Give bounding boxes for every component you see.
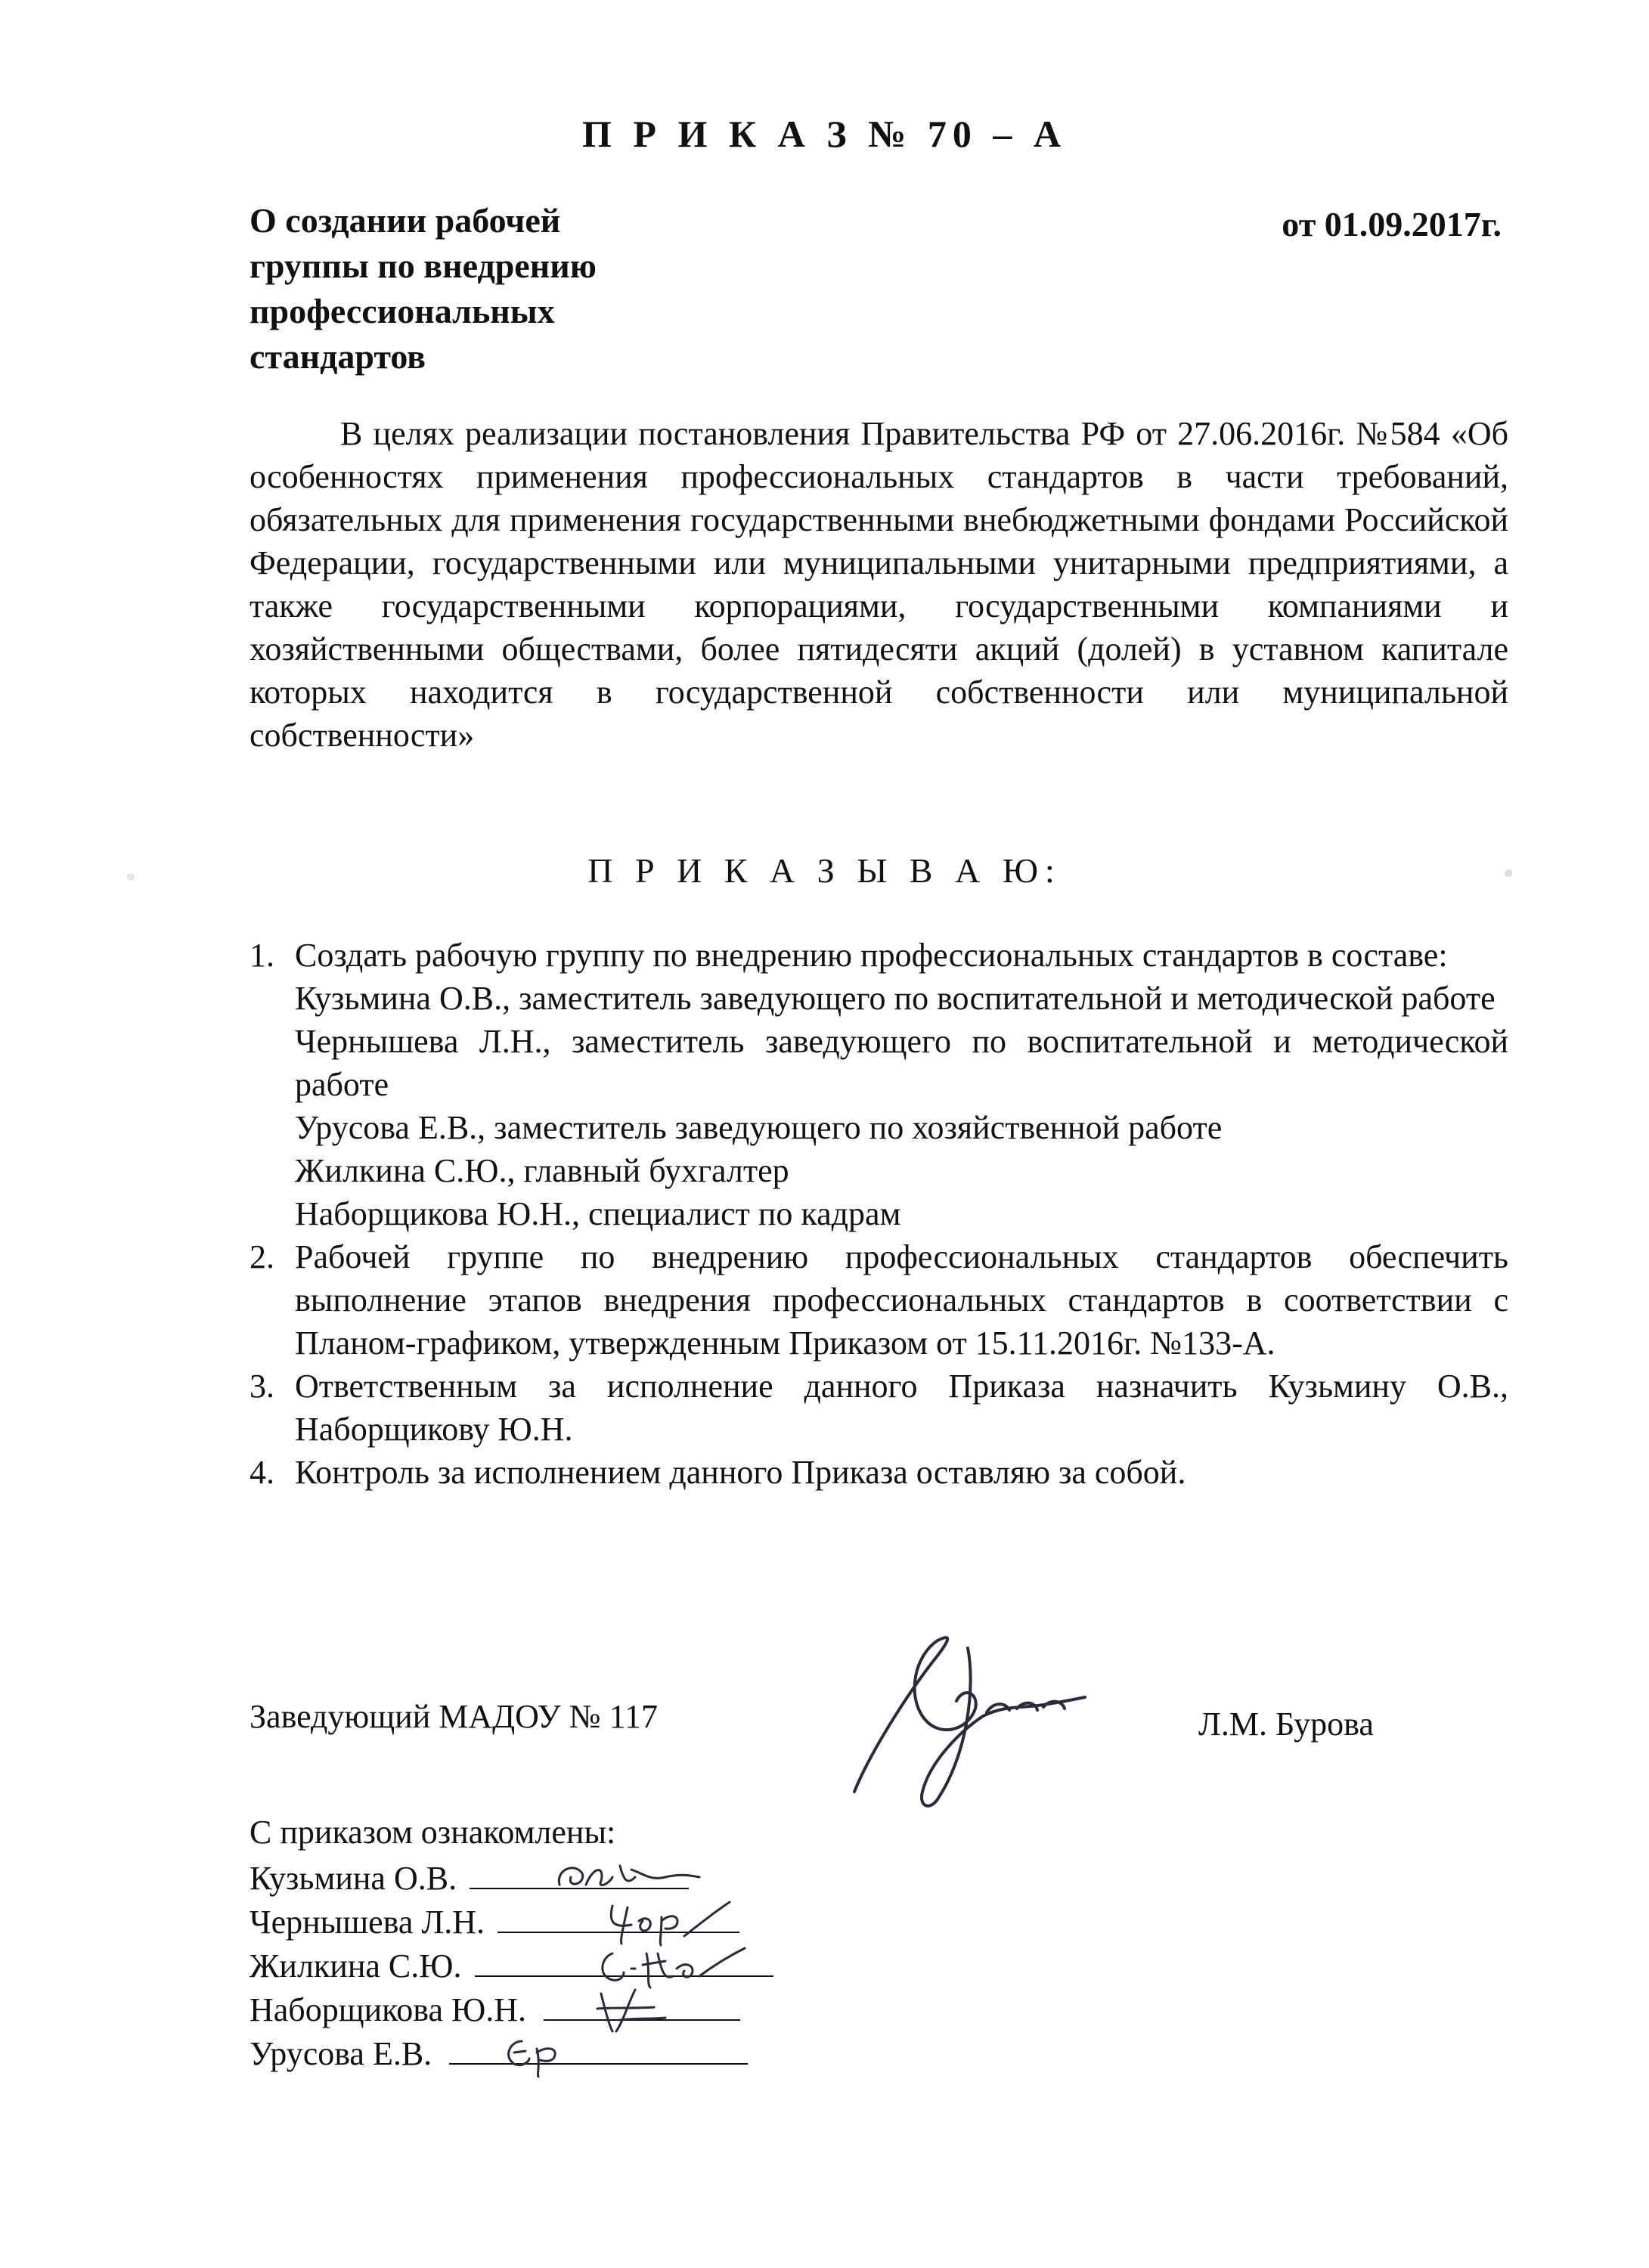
subject-line: группы по внедрению	[250, 246, 597, 285]
group-member: Жилкина С.Ю., главный бухгалтер	[295, 1152, 789, 1189]
preamble-paragraph: В целях реализации постановления Правительства РФ от 27.06.2016г. №584 «Об особенностях применения профессиональных стандартов в части требований, обязательных для применения государственными внебюджетными фондами Российской Федерации, государственными или муниципальными унитарными предприятиями, а также государственными корпорациями, государственными компаниями и хозяйственными обществами, более пятидесяти акций (долей) в уставном капитале которых находится в государственной собственности или муниципальной собственности»	[250, 415, 1508, 754]
group-member: Наборщикова Ю.Н., специалист по кадрам	[295, 1195, 901, 1232]
acknowledged-person: Наборщикова Ю.Н.	[250, 1991, 526, 2028]
item-text: Контроль за исполнением данного Приказа оставляю за собой.	[295, 1454, 1186, 1491]
head-signature	[824, 1603, 1096, 1822]
initials-signature	[597, 1898, 733, 1947]
order-item	[250, 1365, 1508, 1451]
initials-signature	[552, 1854, 703, 1900]
acknowledged-person: Чернышева Л.Н.	[250, 1904, 485, 1941]
subject-line: О создании рабочей	[250, 201, 561, 240]
item-text: Ответственным за исполнение данного Приказа назначить Кузьмину О.В., Наборщикову Ю.Н.	[295, 1368, 1508, 1448]
acknowledgement-row	[250, 1986, 773, 2030]
acknowledged-person: Урусова Е.В.	[250, 2035, 432, 2072]
subject-line: профессиональных	[250, 292, 555, 330]
acknowledgement-row	[250, 1898, 773, 1942]
item-number: 4.	[250, 1454, 274, 1491]
order-item	[250, 1451, 1508, 1494]
acknowledged-person: Кузьмина О.В.	[250, 1860, 457, 1897]
acknowledgement-heading: С приказом ознакомлены:	[250, 1814, 616, 1851]
order-items	[250, 934, 1508, 1494]
subject-line: стандартов	[250, 337, 426, 376]
order-date: от 01.09.2017г.	[1282, 205, 1502, 243]
initials-signature	[582, 1986, 680, 2034]
item-number: 3.	[250, 1368, 274, 1405]
order-subject	[250, 198, 673, 380]
order-item	[250, 1235, 1508, 1365]
initials-signature	[491, 2030, 605, 2078]
order-item	[250, 934, 1508, 1235]
order-word: П Р И К А З Ы В А Ю:	[587, 851, 1062, 890]
group-member: Чернышева Л.Н., заместитель заведующего по воспитательной и методической работе	[295, 1023, 1508, 1103]
acknowledgement-block	[250, 1811, 773, 2074]
item-text: Создать рабочую группу по внедрению профессиональных стандартов в составе:	[295, 937, 1448, 974]
signatory-name: Л.М. Бурова	[1198, 1706, 1374, 1743]
acknowledged-person: Жилкина С.Ю.	[250, 1947, 462, 1984]
order-title: П Р И К А З № 70 – А	[582, 113, 1067, 155]
acknowledgement-row	[250, 2030, 773, 2074]
group-member: Урусова Е.В., заместитель заведующего по хозяйственной работе	[295, 1109, 1223, 1146]
item-text: Рабочей группе по внедрению профессиональных стандартов обеспечить выполнение этапов внедрения профессиональных стандартов в соответствии с Планом-графиком, утвержденным Приказом от 15.11.2016г. №133-А.	[295, 1238, 1508, 1362]
group-member: Кузьмина О.В., заместитель заведующего по воспитательной и методической работе	[295, 980, 1496, 1017]
initials-signature	[590, 1942, 756, 1991]
scan-speck	[127, 873, 135, 881]
item-number: 1.	[250, 937, 274, 974]
item-number: 2.	[250, 1238, 274, 1275]
signatory-position: Заведующий МАДОУ № 117	[250, 1698, 658, 1735]
acknowledgement-row	[250, 1942, 773, 1986]
item-body	[295, 934, 1508, 1235]
scan-speck	[1505, 869, 1512, 877]
acknowledgement-row	[250, 1854, 773, 1898]
